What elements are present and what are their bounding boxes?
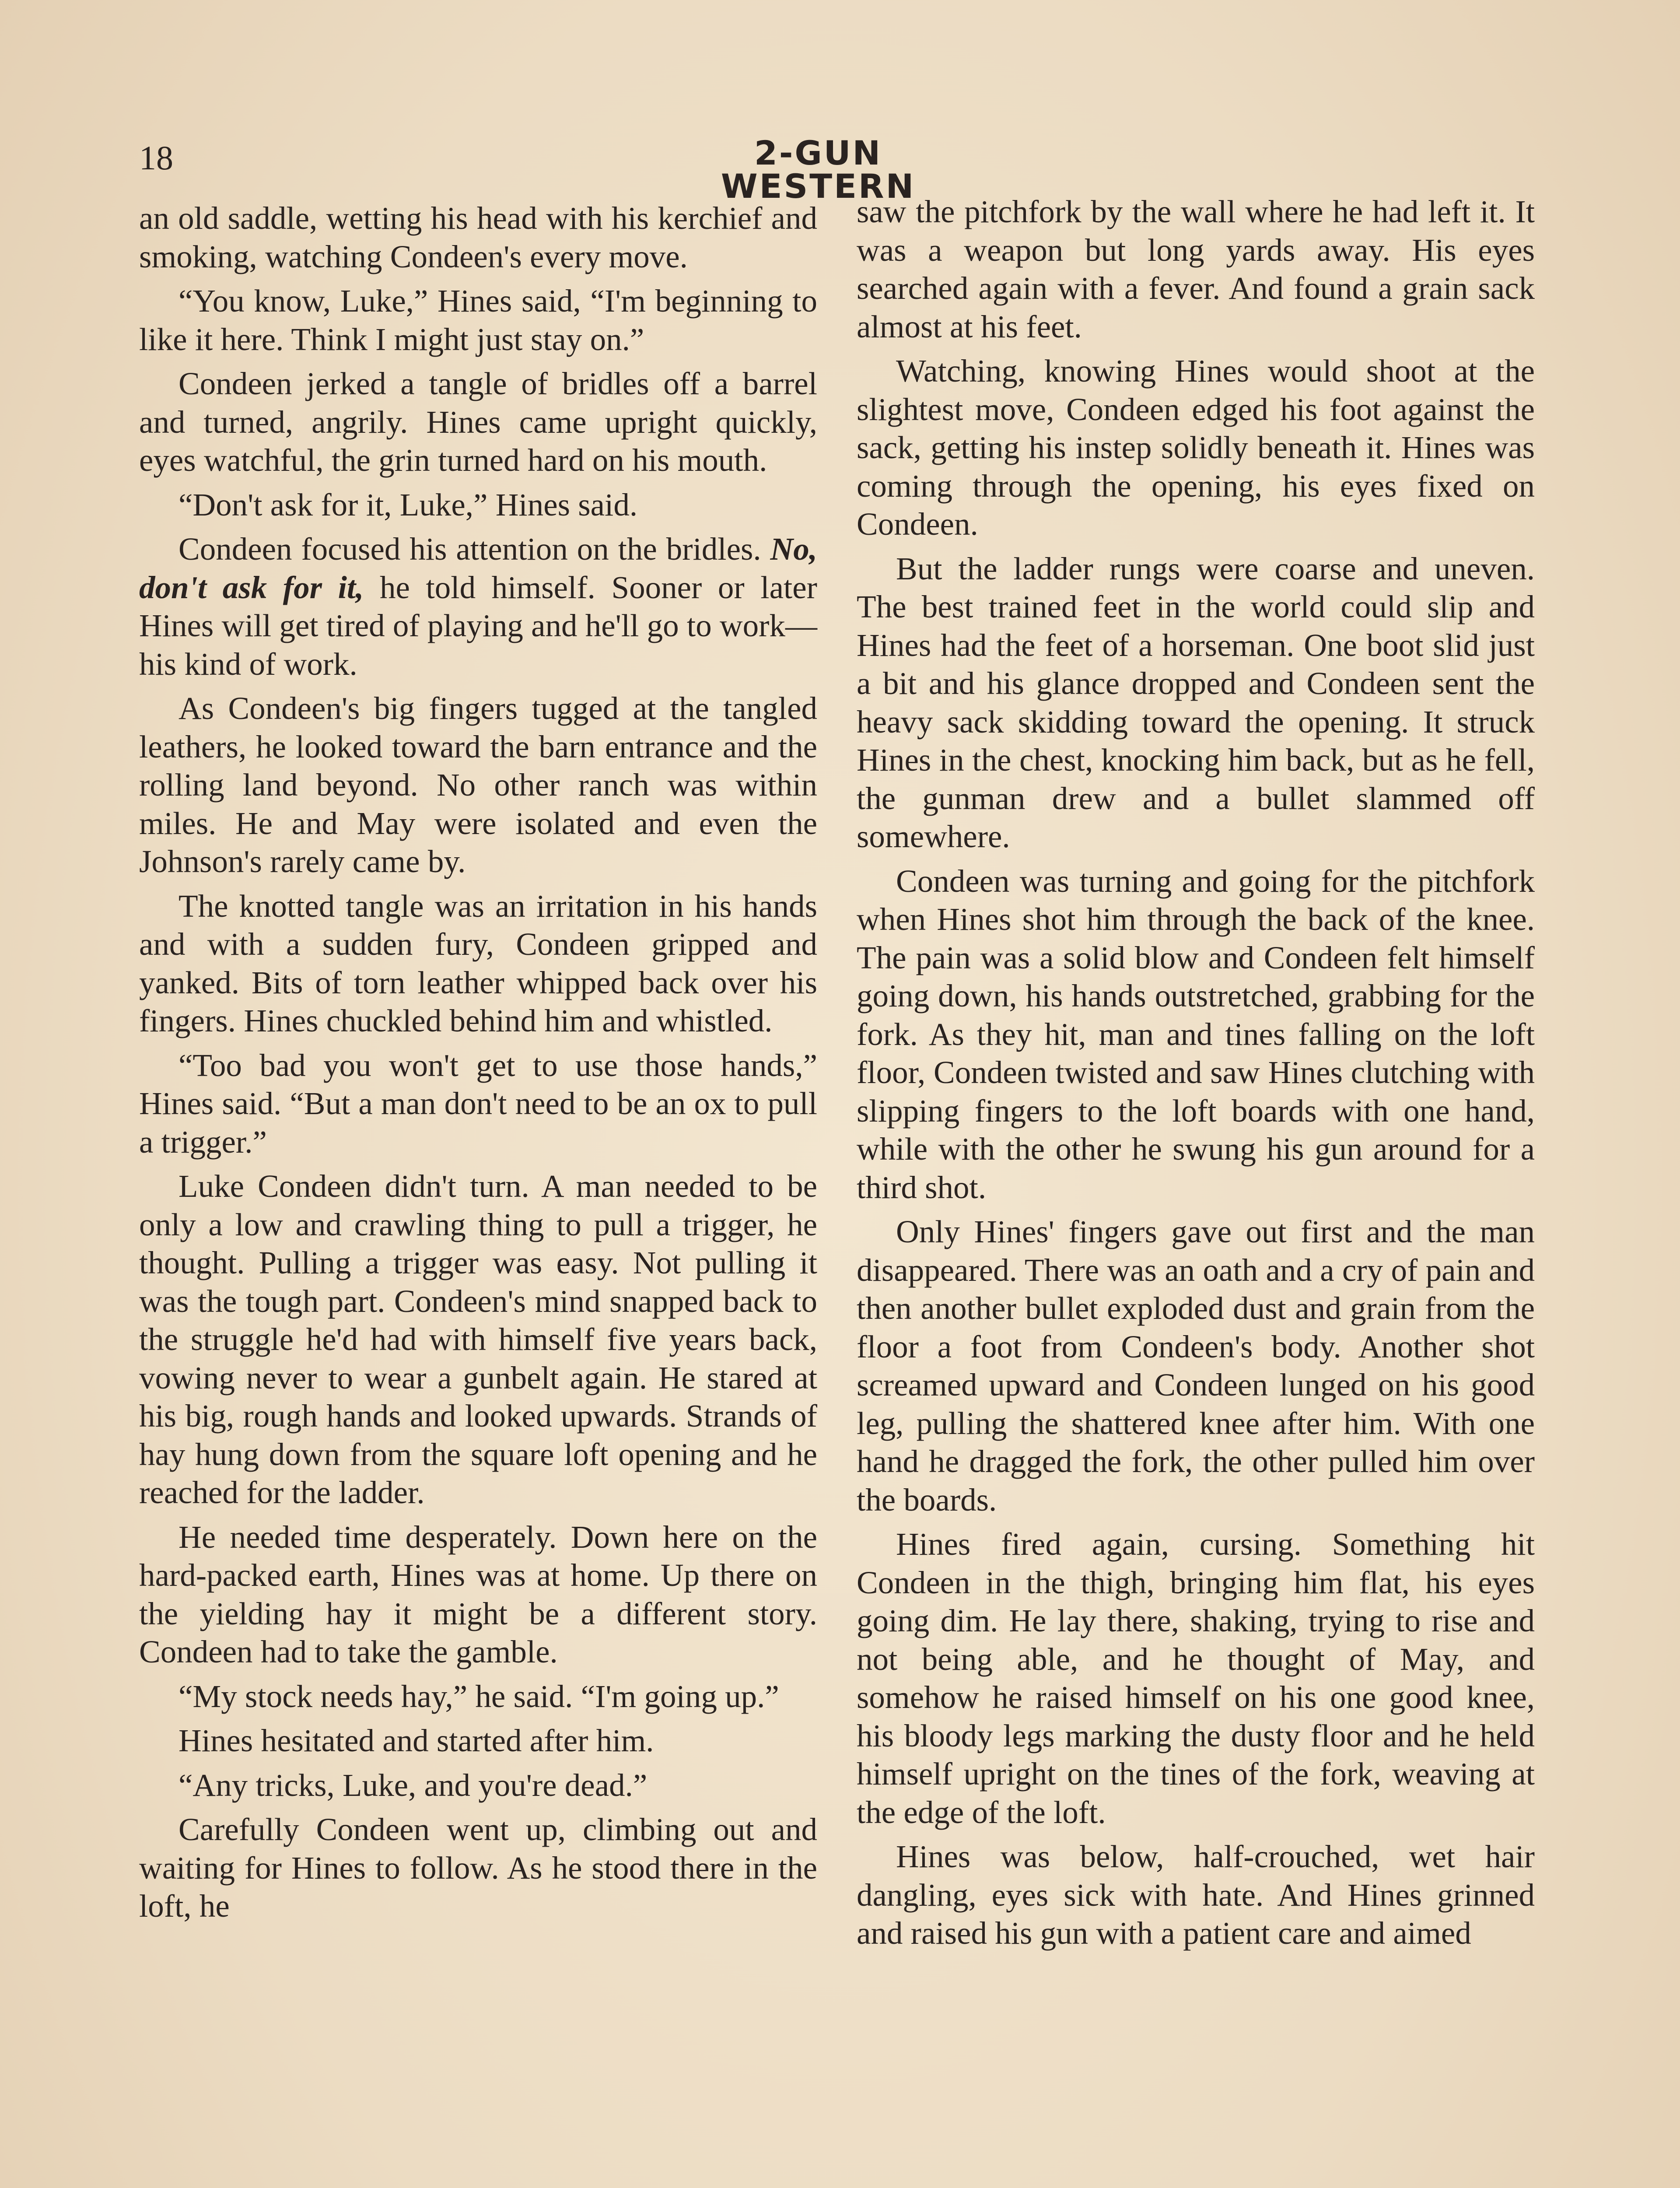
paragraph: Hines fired again, cursing. Something hit Condeen in the thigh, bringing him flat, his eyes going dim. He lay there, shaking, trying to rise and not being able, and he thought of May, and somehow he raised himself on his one good knee, his bloody legs marking the dusty floor and he held himself upright on the tines of the fork, weaving at the edge of the loft. — [857, 1526, 1535, 1830]
italic-thought: No, don't ask for it, — [139, 531, 817, 605]
paragraph: Condeen was turning and going for the pitchfork when Hines shot him through the back of the knee. The pain was a solid blow and Condeen felt himself going down, his hands outstretched, grabbing for the fork. As they hit, man and tines falling on the loft floor, Condeen twisted and saw Hines clutching with slipping fingers to the loft boards with one hand, while with the other he swung his gun around for a third shot. — [857, 863, 1535, 1205]
paragraph: Hines was below, half-crouched, wet hair dangling, eyes sick with hate. And Hines grinned and raised his gun with a patient care and aimed — [857, 1839, 1535, 1951]
paragraph: Hines hesitated and started after him. — [178, 1723, 654, 1758]
paragraph: “Any tricks, Luke, and you're dead.” — [178, 1767, 648, 1803]
paragraph: “Don't ask for it, Luke,” Hines said. — [178, 487, 638, 522]
paragraph: Luke Condeen didn't turn. A man needed to be only a low and crawling thing to pull a trigger, he thought. Pulling a trigger was easy. Not pulling it was the tough part. Condeen's mind snapped back to the struggle he'd had with himself five years back, vowing never to wear a gunbelt again. He stared at his big, rough hands and looked upwards. Strands of hay hung down from the square loft opening and he reached for the ladder. — [139, 1168, 817, 1510]
paragraph: “You know, Luke,” Hines said, “I'm beginning to like it here. Think I might just stay on.” — [139, 283, 817, 357]
page-number: 18 — [139, 139, 173, 177]
running-head-title: 2-GUN WESTERN — [721, 133, 916, 206]
left-text-column — [139, 199, 817, 1932]
paragraph: As Condeen's big fingers tugged at the tangled leathers, he looked toward the barn entrance and the rolling land beyond. No other ranch was within miles. He and May were isolated and even the Johnson's rarely came by. — [139, 691, 817, 879]
right-text-column — [857, 193, 1535, 1959]
paragraph: Carefully Condeen went up, climbing out and waiting for Hines to follow. As he stood there in the loft, he — [139, 1812, 817, 1924]
paragraph: Watching, knowing Hines would shoot at the slightest move, Condeen edged his foot against the sack, getting his instep solidly beneath it. Hines was coming through the opening, his eyes fixed on Condeen. — [857, 353, 1535, 542]
paragraph: He needed time desperately. Down here on the hard-packed earth, Hines was at home. Up there on the yielding hay it might be a different story. Condeen had to take the gamble. — [139, 1519, 817, 1669]
paragraph: “Too bad you won't get to use those hands,” Hines said. “But a man don't need to be an ox to pull a trigger.” — [139, 1047, 817, 1160]
paragraph — [139, 530, 817, 683]
paragraph-text: Condeen focused his attention on the bridles. — [178, 531, 770, 567]
paragraph: Only Hines' fingers gave out first and the man disappeared. There was an oath and a cry of pain and then another bullet exploded dust and grain from the floor a foot from Condeen's body. Another shot screamed upward and Condeen lunged on his good leg, pulling the shattered knee after him. With one hand he dragged the fork, the other pulled him over the boards. — [857, 1214, 1535, 1518]
paragraph: But the ladder rungs were coarse and uneven. The best trained feet in the world could slip and Hines had the feet of a horseman. One boot slid just a bit and his glance dropped and Condeen sent the heavy sack skidding toward the opening. It struck Hines in the chest, knocking him back, but as he fell, the gunman drew and a bullet slammed off somewhere. — [857, 551, 1535, 854]
paragraph-text: he told himself. Sooner or later Hines will get tired of playing and he'll go to work—his kind of work. — [139, 569, 817, 682]
paragraph: saw the pitchfork by the wall where he had left it. It was a weapon but long yards away. His eyes searched again with a fever. And found a grain sack almost at his feet. — [857, 194, 1535, 344]
paragraph: “My stock needs hay,” he said. “I'm going up.” — [178, 1678, 779, 1714]
paragraph: The knotted tangle was an irritation in his hands and with a sudden fury, Condeen gripped and yanked. Bits of torn leather whipped back over his fingers. Hines chuckled behind him and whistled. — [139, 888, 817, 1038]
paragraph: Condeen jerked a tangle of bridles off a barrel and turned, angrily. Hines came upright quickly, eyes watchful, the grin turned hard on his mouth. — [139, 366, 817, 478]
paragraph: an old saddle, wetting his head with his kerchief and smoking, watching Condeen's every move. — [139, 200, 817, 274]
